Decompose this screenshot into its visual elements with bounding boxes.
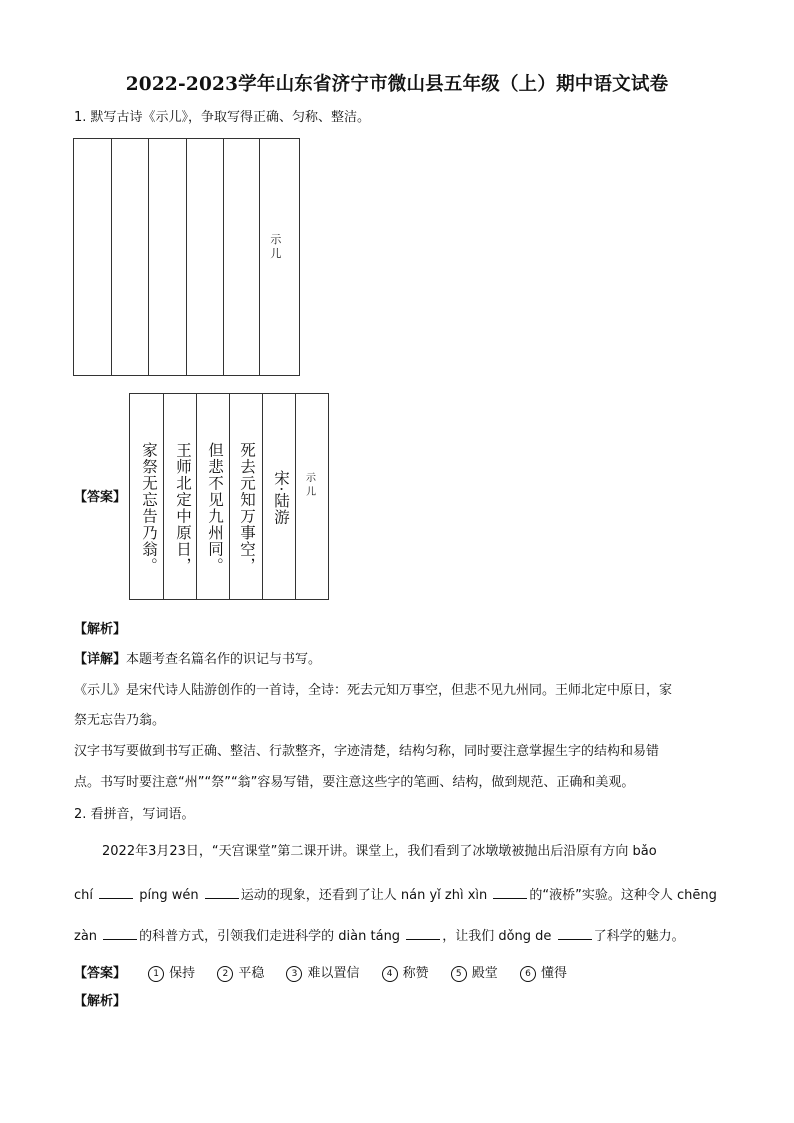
answer-blank[interactable] <box>406 925 440 940</box>
analysis-paragraph-1: 《示儿》是宋代诗人陆游创作的一首诗，全诗：死去元知万事空，但悲不见九州同。王师北定中原日，家 <box>74 683 673 698</box>
answer-text: 保持 <box>169 966 196 981</box>
sentence-text: 的科普方式，引领我们走进科学的 diàn táng <box>139 929 401 944</box>
q2-sentence-3 <box>74 925 685 947</box>
answer-text: 称赞 <box>402 966 429 981</box>
sentence-text: 了科学的魅力。 <box>593 929 685 944</box>
grid-column <box>224 139 261 375</box>
answer-item <box>286 962 359 982</box>
q2-sentence-1: 2022年3月23日，“天宫课堂”第二课开讲。课堂上，我们看到了冰墩墩被抛出后沿原有方向 bǎo <box>102 844 657 859</box>
answer-text: 难以置信 <box>307 966 360 981</box>
answer-item <box>520 962 567 982</box>
poem-line-3: 王师北定中原日， <box>174 442 192 574</box>
answer-column <box>130 394 164 599</box>
number-badge: 3 <box>286 966 302 982</box>
grid-column <box>74 139 112 375</box>
answer-1-tag: 【答案】 <box>74 490 127 505</box>
number-badge: 4 <box>382 966 398 982</box>
sentence-text: ，让我们 dǒng de <box>442 929 552 944</box>
q2-sentence-2 <box>74 884 717 906</box>
answer-blank[interactable] <box>493 884 527 899</box>
question-1-prompt: 1. 默写古诗《示儿》，争取写得正确、匀称、整洁。 <box>74 110 371 125</box>
answer-column <box>230 394 263 599</box>
analysis-1-tag: 【解析】 <box>74 622 127 637</box>
grid-column <box>187 139 224 375</box>
detail-text: 本题考查名篇名作的识记与书写。 <box>126 652 322 667</box>
pinyin: chí <box>74 888 93 903</box>
poem-title: 示儿 <box>306 473 316 498</box>
answer-item <box>217 962 264 982</box>
sentence-text: 运动的现象，还看到了让人 nán yǐ zhì xìn <box>240 888 488 903</box>
answer-blank[interactable] <box>205 884 239 899</box>
pinyin: zàn <box>74 929 98 944</box>
number-badge: 1 <box>148 966 164 982</box>
analysis-2-tag: 【解析】 <box>74 994 127 1009</box>
answer-blank[interactable] <box>99 884 133 899</box>
number-badge: 6 <box>520 966 536 982</box>
answer-item <box>382 962 429 982</box>
poem-line-2: 但悲不见九州同。 <box>206 442 224 574</box>
answer-text: 殿堂 <box>471 966 498 981</box>
detail-tag: 【详解】 <box>74 652 127 667</box>
answer-blank[interactable] <box>103 925 137 940</box>
analysis-paragraph-2: 汉字书写要做到书写正确、整洁、行款整齐，字迹清楚，结构匀称，同时要注意掌握生字的结构和易错 <box>74 744 660 759</box>
answer-2-row <box>74 962 567 982</box>
answer-column-title <box>296 394 328 599</box>
answer-item <box>451 962 498 982</box>
detail-line <box>74 650 321 670</box>
number-badge: 5 <box>451 966 467 982</box>
answer-2-tag: 【答案】 <box>74 966 127 981</box>
answer-blank[interactable] <box>558 925 592 940</box>
answer-column <box>197 394 230 599</box>
answer-column <box>164 394 197 599</box>
answer-grid <box>129 393 329 600</box>
grid-title: 示儿 <box>270 233 282 260</box>
analysis-paragraph-1-cont: 祭无忘告乃翁。 <box>74 713 166 728</box>
answer-text: 平稳 <box>238 966 265 981</box>
grid-column-title <box>260 139 299 375</box>
grid-column <box>112 139 150 375</box>
poem-line-4: 家祭无忘告乃翁。 <box>140 442 158 574</box>
writing-grid <box>73 138 300 376</box>
poem-line-1: 死去元知万事空， <box>238 442 256 574</box>
answer-item <box>148 962 195 982</box>
grid-column <box>149 139 187 375</box>
answer-column <box>263 394 296 599</box>
number-badge: 2 <box>217 966 233 982</box>
analysis-paragraph-2-cont: 点。书写时要注意“州”“祭”“翁”容易写错，要注意这些字的笔画、结构，做到规范、正确和美观。 <box>74 775 635 790</box>
poem-author: 宋·陆游 <box>272 470 290 526</box>
answer-text: 懂得 <box>540 966 567 981</box>
sentence-text: 的“液桥”实验。这种令人 chēng <box>529 888 717 903</box>
pinyin: píng wén <box>139 888 199 903</box>
question-2-prompt: 2. 看拼音，写词语。 <box>74 807 195 822</box>
page-title: 2022-2023学年山东省济宁市微山县五年级（上）期中语文试卷 <box>125 74 669 95</box>
